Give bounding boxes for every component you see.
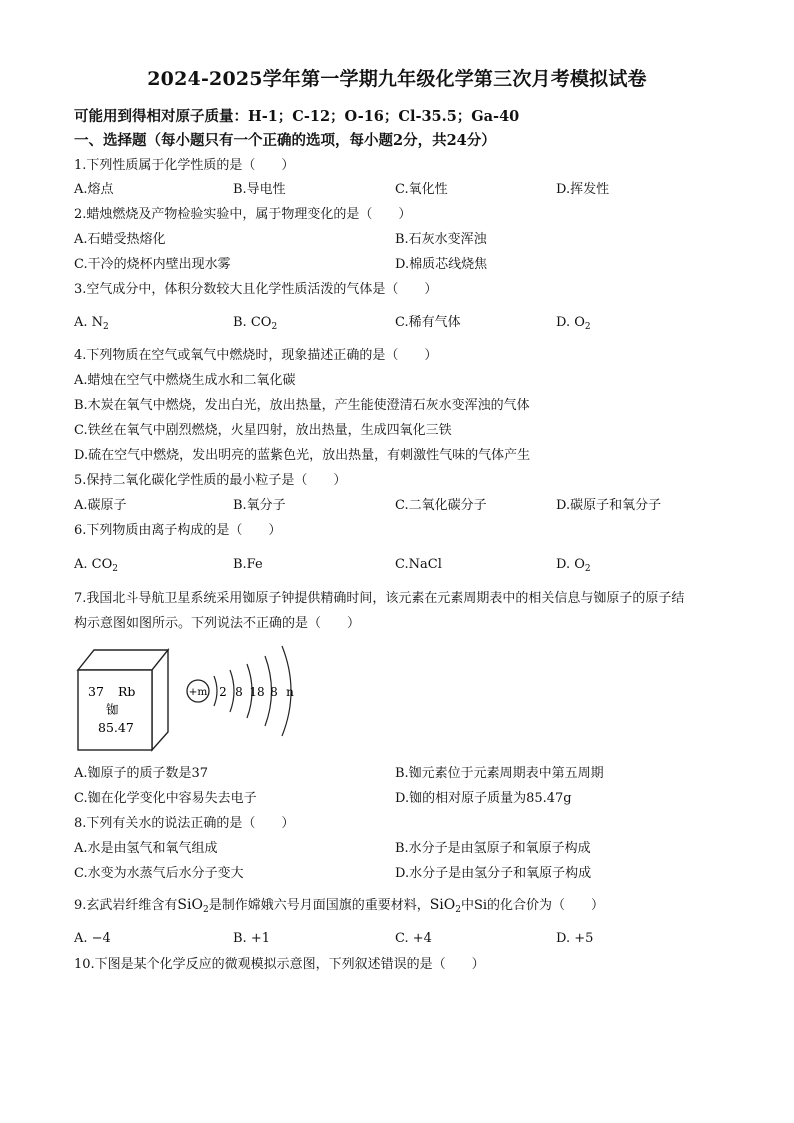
option-b: B.铷元素位于元素周期表中第五周期 [395, 766, 604, 781]
atomic-number: 37 [88, 684, 104, 699]
option-d: D. +5 [556, 931, 594, 946]
option-b: B.Fe [233, 557, 263, 572]
question-5-options [0, 499, 794, 517]
shell-2-electrons: 8 [235, 685, 243, 699]
question-8-options-row1 [0, 842, 794, 860]
element-name: 铷 [106, 702, 119, 717]
question-7-options-row1 [0, 767, 794, 785]
option-b: B.木炭在氧气中燃烧，发出白光，放出热量，产生能使澄清石灰水变浑浊的气体 [74, 398, 530, 413]
question-7-stem-line1: 7.我国北斗导航卫星系统采用铷原子钟提供精确时间，该元素在元素周期表中的相关信息与铷原子的原子结 [74, 591, 685, 606]
rubidium-diagram [70, 640, 310, 755]
option-c: C.氧化性 [395, 182, 448, 197]
subscript: 2 [202, 905, 209, 915]
option-c: C.铁丝在氧气中剧烈燃烧，火星四射，放出热量，生成四氧化三铁 [74, 423, 452, 438]
question-1-options [0, 183, 794, 201]
option-b: B.水分子是由氢原子和氧原子构成 [395, 841, 591, 856]
nucleus-charge: +m [188, 686, 208, 698]
question-6-options [0, 558, 794, 576]
formula-sio2: SiO [177, 897, 203, 913]
option-a: A.碳原子 [74, 498, 127, 513]
question-9-options [0, 932, 794, 950]
option-b [233, 315, 278, 332]
electron-shell-arc [230, 670, 234, 712]
option-d: D.铷的相对原子质量为85.47g [395, 791, 572, 806]
question-7-stem-line2: 构示意图如图所示。下列说法不正确的是（ ） [74, 616, 361, 631]
subscript: 2 [271, 322, 278, 332]
option-d: D.硫在空气中燃烧，发出明亮的蓝紫色光，放出热量，有刺激性气味的气体产生 [74, 448, 531, 463]
section-heading: 一、选择题（每小题只有一个正确的选项，每小题2分，共24分） [74, 132, 496, 149]
question-4-stem: 4.下列物质在空气或氧气中燃烧时，现象描述正确的是（ ） [74, 348, 438, 363]
shell-5-electrons: n [286, 685, 294, 699]
question-1-stem: 1.下列性质属于化学性质的是（ ） [74, 158, 295, 173]
question-9-stem [74, 897, 605, 915]
question-2-stem: 2.蜡烛燃烧及产物检验实验中，属于物理变化的是（ ） [74, 207, 412, 222]
question-2-options-row1 [0, 233, 794, 251]
option-d: D.水分子是由氢分子和氧原子构成 [395, 866, 592, 881]
stem-text: 是制作嫦娥六号月面国旗的重要材料， [208, 898, 430, 913]
formula-n2: A. N [74, 315, 104, 330]
question-8-stem: 8.下列有关水的说法正确的是（ ） [74, 816, 295, 831]
option-b: B.石灰水变浑浊 [395, 232, 487, 247]
option-c: C.NaCl [395, 557, 442, 572]
formula-co2: B. CO [233, 315, 272, 330]
option-c: C.铷在化学变化中容易失去电子 [74, 791, 257, 806]
option-d [556, 315, 591, 332]
formula-co2: A. CO [74, 557, 113, 572]
element-symbol: Rb [118, 684, 136, 699]
option-c: C. +4 [395, 931, 432, 946]
option-c: C.稀有气体 [395, 315, 461, 330]
option-a: A.石蜡受热熔化 [74, 232, 166, 247]
formula-sio2: SiO [429, 897, 456, 913]
option-a: A. −4 [74, 931, 111, 946]
option-c: C.二氧化碳分子 [395, 498, 487, 513]
shell-3-electrons: 18 [249, 685, 265, 699]
formula-o2: D. O [556, 315, 585, 330]
option-a: A.水是由氢气和氧气组成 [74, 841, 218, 856]
subscript: 2 [584, 322, 591, 332]
question-7-options-row2 [0, 792, 794, 810]
page-title: 2024-2025学年第一学期九年级化学第三次月考模拟试卷 [147, 68, 647, 90]
stem-text: 9.玄武岩纤维含有 [74, 898, 178, 913]
option-a [74, 315, 109, 332]
question-5-stem: 5.保持二氧化碳化学性质的最小粒子是（ ） [74, 473, 347, 488]
question-6-stem: 6.下列物质由离子构成的是（ ） [74, 523, 282, 538]
subscript: 2 [455, 905, 461, 915]
question-3-stem: 3.空气成分中，体积分数较大且化学性质活泼的气体是（ ） [74, 282, 438, 297]
subscript: 2 [103, 322, 109, 332]
question-10-stem: 10.下图是某个化学反应的微观模拟示意图，下列叙述错误的是（ ） [74, 957, 485, 972]
option-a [74, 557, 118, 574]
question-2-options-row2 [0, 258, 794, 276]
option-a: A.蜡烛在空气中燃烧生成水和二氧化碳 [74, 373, 296, 388]
question-8-options-row2 [0, 867, 794, 885]
option-c: C.干冷的烧杯内壁出现水雾 [74, 257, 231, 272]
option-d [556, 557, 591, 574]
subscript: 2 [584, 564, 591, 574]
formula-o2: D. O [556, 557, 585, 572]
option-b: B.氧分子 [233, 498, 286, 513]
subscript: 2 [112, 564, 118, 574]
rubidium-figure [70, 640, 310, 755]
option-d: D.棉质芯线烧焦 [395, 257, 488, 272]
option-a: A.熔点 [74, 182, 114, 197]
relative-atomic-mass: 85.47 [98, 720, 134, 735]
atomic-mass-note: 可能用到得相对原子质量：H-1；C-12；O-16；Cl-35.5；Ga-40 [74, 108, 520, 125]
option-a: A.铷原子的质子数是37 [74, 766, 209, 781]
electron-shell-arc [214, 676, 217, 706]
shell-1-electrons: 2 [219, 685, 227, 699]
option-b: B.导电性 [233, 182, 286, 197]
shell-4-electrons: 8 [270, 685, 278, 699]
option-c: C.水变为水蒸气后水分子变大 [74, 866, 244, 881]
option-d: D.挥发性 [556, 182, 610, 197]
question-3-options [0, 316, 794, 334]
stem-text: 中Si的化合价为（ ） [460, 898, 605, 913]
option-d: D.碳原子和氧分子 [556, 498, 662, 513]
option-b: B. +1 [233, 931, 270, 946]
